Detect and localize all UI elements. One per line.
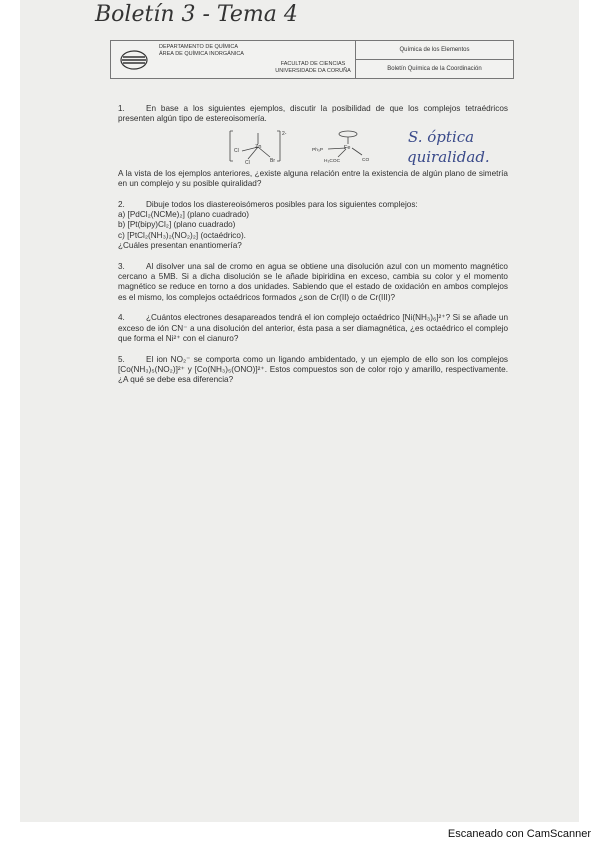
question-5 (118, 355, 508, 386)
handwritten-note-chirality: quiralidad. (407, 148, 490, 166)
faculty-info: FACULTAD DE CIENCIAS UNIVERSIDADE DA CORUÑA (275, 60, 351, 74)
question-text: Dibuje todos los diastereoisómeros posibles para los siguientes complejos: (146, 199, 418, 209)
molecule-drawings (118, 127, 508, 165)
document-header (110, 40, 514, 79)
question-number: 2. (118, 199, 125, 209)
university-logo (111, 41, 157, 78)
question-1 (118, 104, 508, 190)
question-number: 3. (118, 261, 125, 271)
list-item: b) [Pt(bipy)Cl₂] (plano cuadrado) (118, 220, 236, 230)
question-2 (118, 200, 508, 252)
question-3 (118, 262, 508, 304)
course-info (355, 41, 513, 78)
svg-text:Ph₃P: Ph₃P (312, 147, 324, 153)
question-followup: A la vista de los ejemplos anteriores, ¿existe alguna relación entre la existencia de algún plano de simetría en un complejo y su posible quiralidad? (118, 168, 508, 189)
svg-text:2-: 2- (282, 130, 287, 137)
list-item: ¿Cuáles presentan enantiomería? (118, 241, 242, 251)
question-number: 1. (118, 104, 125, 113)
sheet-name: Boletín Química de la Coordinación (387, 66, 482, 72)
scanner-watermark: Escaneado con CamScanner (447, 828, 591, 840)
list-item: c) [PtCl₂(NH₃)₂(NO₂)₂] (octaédrico). (118, 230, 246, 240)
question-text: ¿Cuántos electrones desapareados tendrá el ion complejo octaédrico [Ni(NH₃)₆]²⁺? Si se añade un exceso de ión CN⁻ a una disolución del anterior, ésta pasa a ser diamagnética, ¿es octaédrico el complejo que forma el Ni²⁺ con el cianuro? (118, 313, 508, 344)
svg-text:Cl: Cl (234, 147, 239, 154)
svg-text:CO: CO (362, 157, 370, 163)
question-text: El ion NO₂⁻ se comporta como un ligando ambidentado, y un ejemplo de ello son los complejos [Co(NH₃)₅(NO₂)]²⁺ y [Co(NH₃)₅(ONO)]²⁺. Estos compuestos son de color rojo y amarillo, respectivamente. ¿A qué se debe esa diferencia? (118, 354, 508, 385)
question-text: En base a los siguientes ejemplos, discutir la posibilidad de que los complejos tetraédricos presenten algún tipo de estereoisomería. (118, 104, 508, 124)
complex-structures (228, 127, 384, 165)
svg-text:Cl: Cl (245, 159, 250, 165)
question-number: 5. (118, 354, 125, 364)
metal-zn: Zn (255, 143, 262, 150)
list-item: a) [PdCl₂(NCMe)₂] (plano cuadrado) (118, 210, 250, 220)
svg-text:H₃COC: H₃COC (324, 158, 341, 164)
handwritten-title: Boletín 3 - Tema 4 (95, 2, 298, 27)
handwritten-note-optical: S. óptica (408, 128, 475, 146)
svg-text:Br: Br (270, 157, 275, 164)
department-info: DEPARTAMENTO DE QUÍMICA ÁREA DE QUÍMICA INORGÁNICA (159, 44, 244, 58)
question-number: 4. (118, 313, 125, 323)
complex-list (118, 210, 508, 252)
metal-fe: Fe (344, 144, 351, 151)
course-name: Química de los Elementos (356, 41, 513, 60)
question-text: Al disolver una sal de cromo en agua se obtiene una disolución azul con un momento magnético cercano a 5MB. Si a dicha disolución se le añade bipiridina en exceso, cambia su color y el momento magnético se reduce en torno a dos unidades. Sabiendo que el estado de oxidación en ambos complejos es el mismo, los complejos octaédricos formados ¿son de Cr(II) o de Cr(III)? (118, 261, 508, 302)
questions (118, 104, 508, 396)
question-4 (118, 313, 508, 344)
